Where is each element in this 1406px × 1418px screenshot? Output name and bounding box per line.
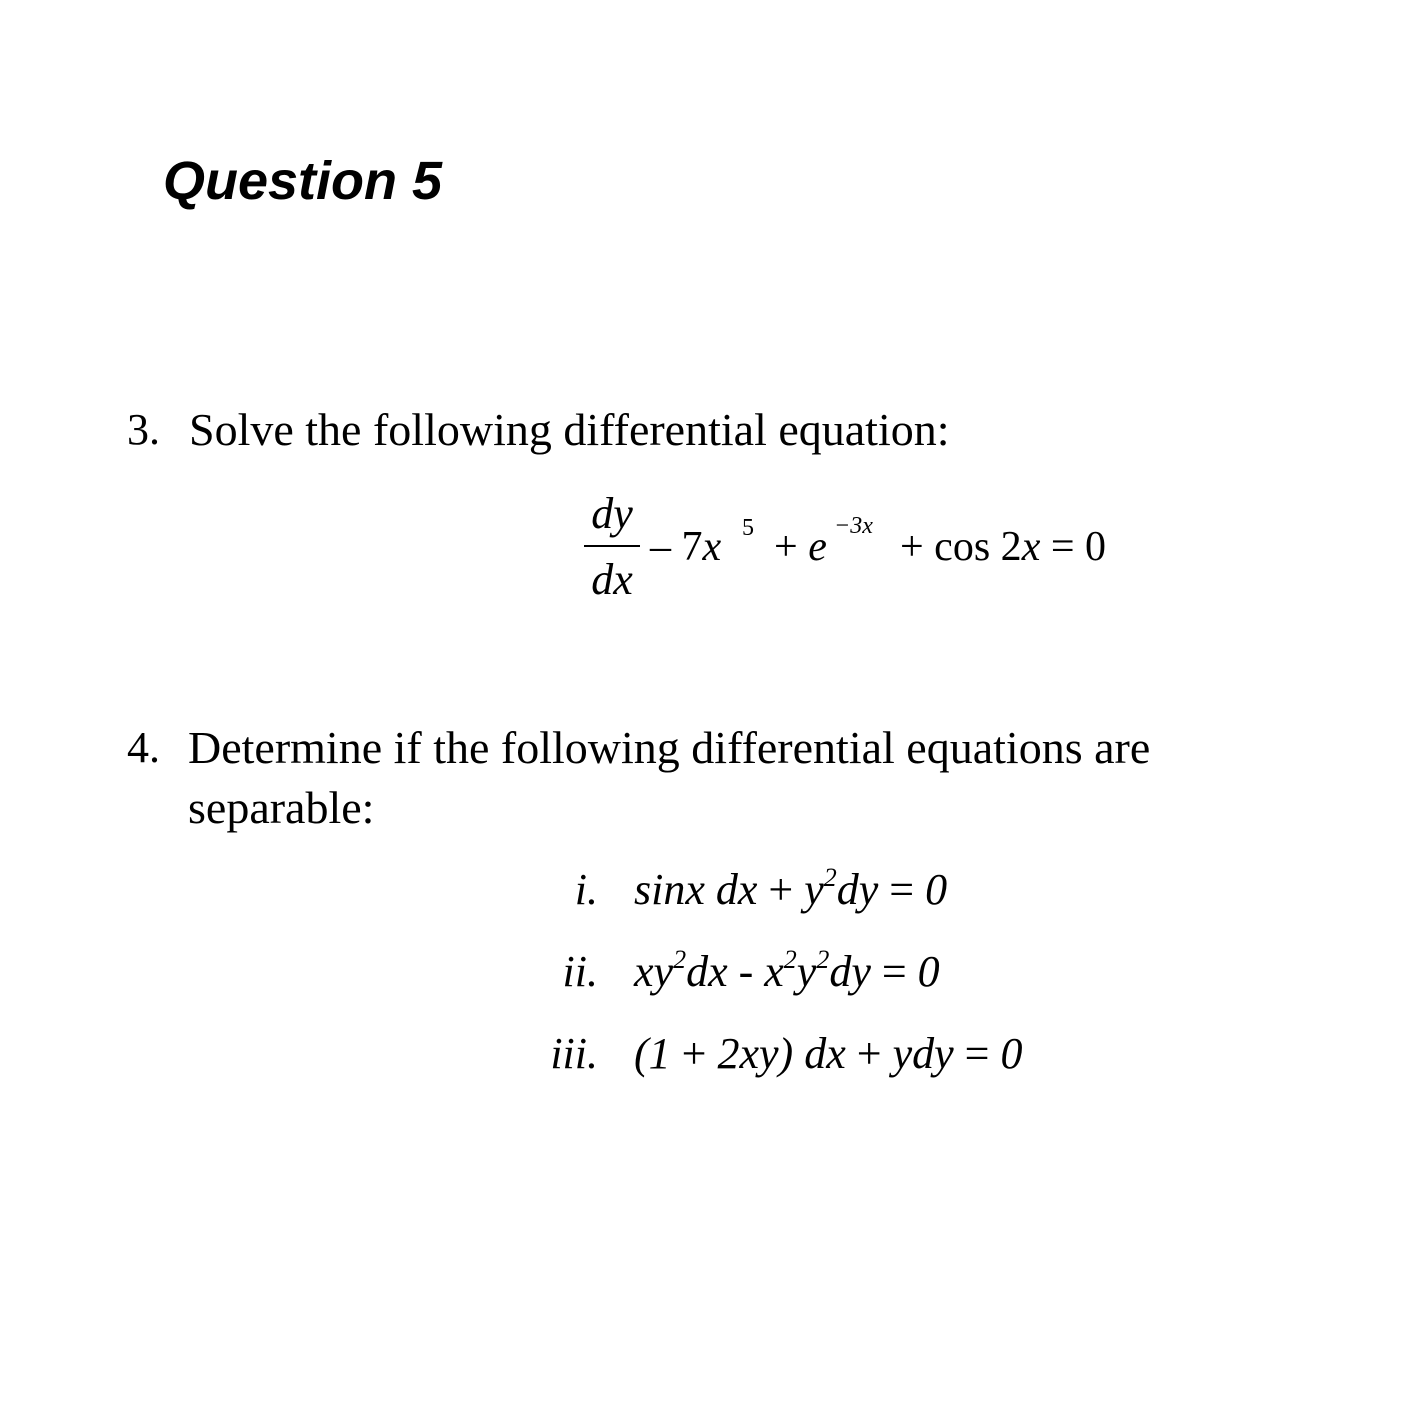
term-variable: x <box>702 524 722 570</box>
plus-sign: + <box>774 524 798 570</box>
term-e <box>774 521 827 573</box>
item-iii-label: iii. <box>550 1029 598 1078</box>
eq-part: dy <box>836 865 890 914</box>
item-i-label: i. <box>574 865 598 914</box>
term-cos <box>900 521 1106 573</box>
cos-term: + cos 2 <box>900 524 1022 570</box>
differential-equation-3 <box>580 488 1180 608</box>
term-7x <box>650 521 721 573</box>
plus-sign: + <box>768 865 794 914</box>
term-coefficient: – 7 <box>650 524 703 570</box>
eq-part: dx - x <box>686 947 784 996</box>
fraction-denominator: dx <box>591 555 633 604</box>
fraction-numerator: dy <box>591 489 633 538</box>
item-ii-label: ii. <box>562 947 598 996</box>
item-i-equation <box>634 862 947 918</box>
fraction-bar <box>584 545 640 547</box>
eq-part: 0 <box>914 865 948 914</box>
eq-part: dy <box>829 947 882 996</box>
cos-variable: x <box>1021 524 1041 570</box>
question-4-text-line1: Determine if the following differential equations are <box>188 722 1151 773</box>
equals-sign: = <box>889 865 915 914</box>
equals-zero: = 0 <box>1050 524 1107 570</box>
eq-part: sinx dx <box>634 865 769 914</box>
question-4-number: 4. <box>127 723 160 772</box>
exponent: 2 <box>783 945 797 974</box>
equals-sign: = <box>964 1029 990 1078</box>
eq-part: 0 <box>906 947 940 996</box>
question-title: Question 5 <box>163 151 443 211</box>
plus-sign: + <box>681 1029 707 1078</box>
eq-part: xy <box>634 947 674 996</box>
euler-e: e <box>808 524 827 570</box>
eq-part: (1 <box>634 1029 682 1078</box>
eq-part: 0 <box>989 1029 1023 1078</box>
question-3-text: Solve the following differential equation: <box>189 404 950 455</box>
exponent-neg-3x: −3x <box>834 513 873 539</box>
plus-sign: + <box>856 1029 882 1078</box>
exponent: 2 <box>673 945 687 974</box>
eq-part: 2xy) dx <box>706 1029 857 1078</box>
question-3-number: 3. <box>127 405 160 454</box>
eq-part: ydy <box>881 1029 965 1078</box>
item-ii-equation <box>634 944 940 1000</box>
eq-part: y <box>796 947 817 996</box>
question-4-text-line2: separable: <box>188 782 375 833</box>
exponent: 2 <box>816 945 830 974</box>
exponent-5: 5 <box>742 515 754 541</box>
exponent: 2 <box>823 863 837 892</box>
item-iii-equation <box>634 1026 1022 1082</box>
equals-sign: = <box>881 947 907 996</box>
eq-part: y <box>793 865 824 914</box>
